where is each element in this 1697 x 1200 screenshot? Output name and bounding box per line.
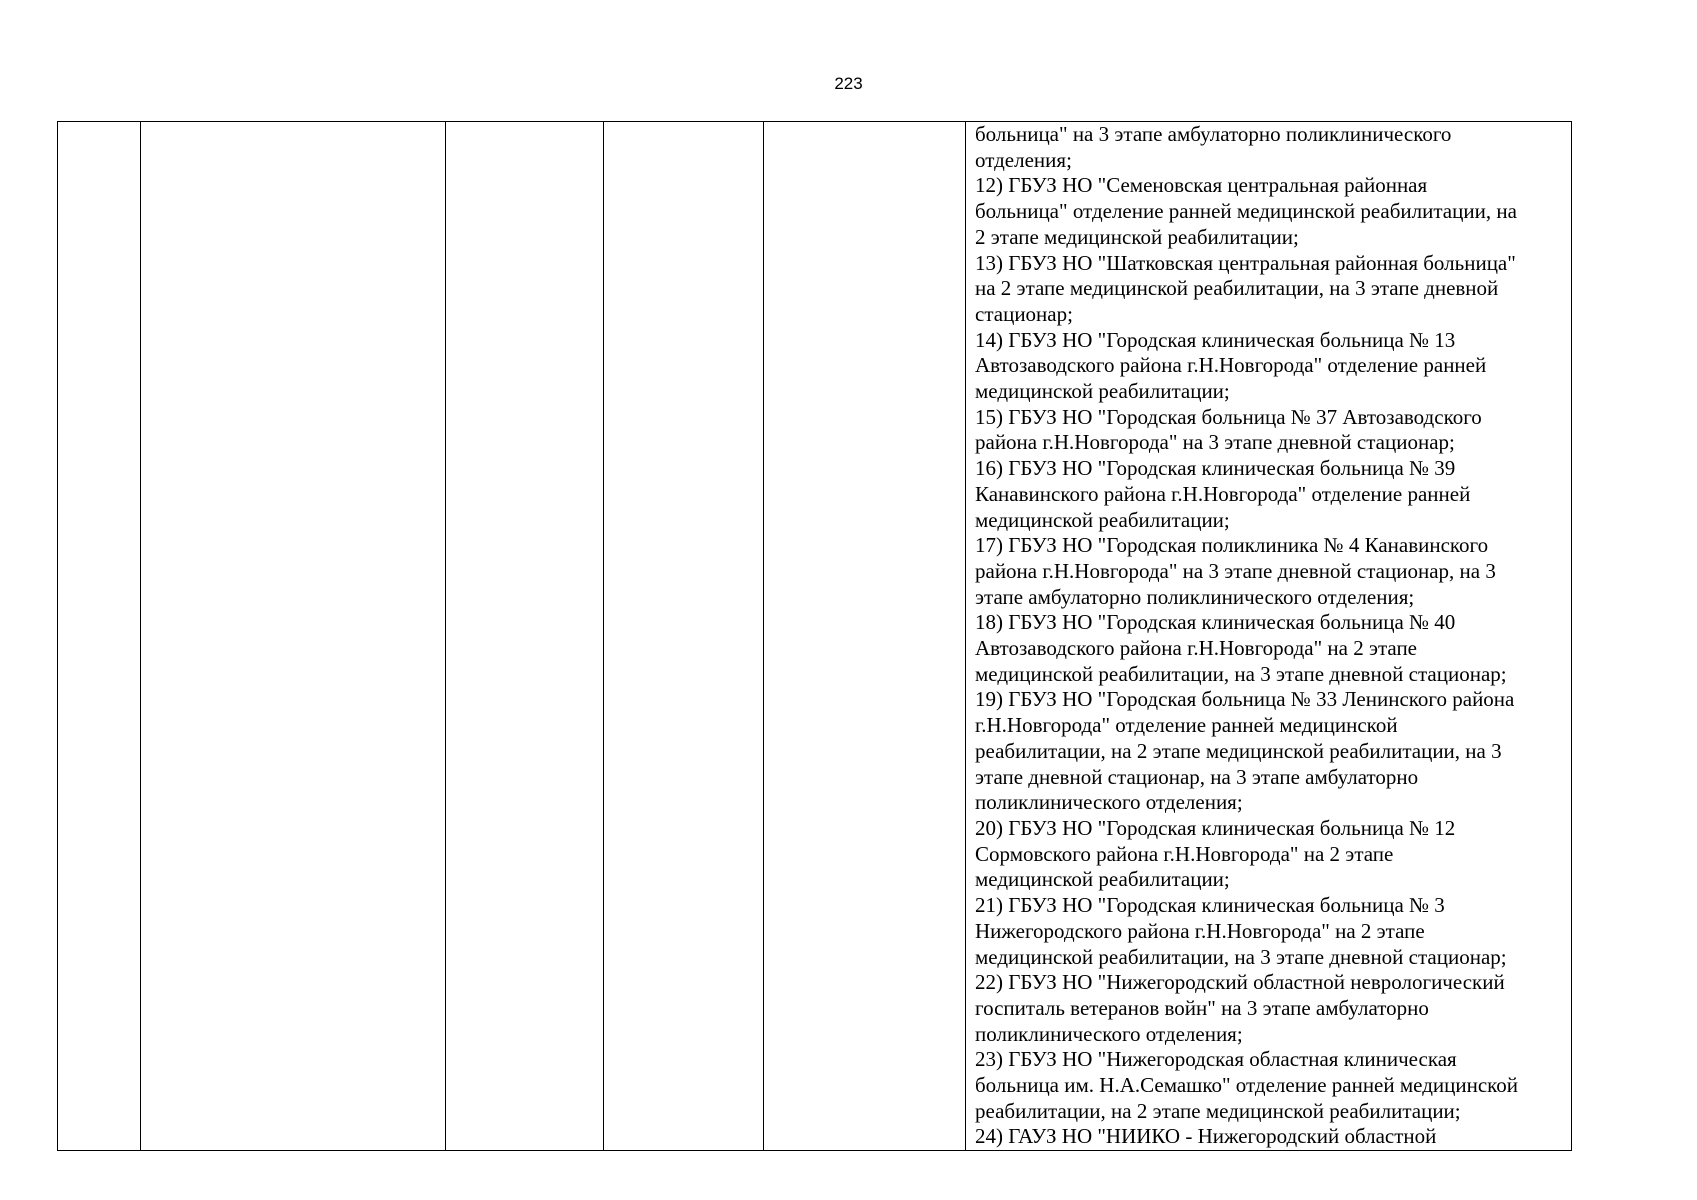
text-line: медицинской реабилитации, на 3 этапе дневной стационар; <box>975 661 1507 686</box>
text-line: поликлинического отделения; <box>975 790 1243 815</box>
text-line: 24) ГАУЗ НО "НИИКО - Нижегородский областной <box>975 1124 1437 1149</box>
text-line: 16) ГБУЗ НО "Городская клиническая больница № 39 <box>975 456 1456 481</box>
text-line: 2 этапе медицинской реабилитации; <box>975 224 1299 249</box>
text-line: 21) ГБУЗ НО "Городская клиническая больница № 3 <box>975 893 1445 918</box>
text-line: медицинской реабилитации; <box>975 507 1230 532</box>
text-line: на 2 этапе медицинской реабилитации, на 3 этапе дневной <box>975 276 1499 301</box>
text-line: реабилитации, на 2 этапе медицинской реабилитации; <box>975 1098 1461 1123</box>
text-line: этапе дневной стационар, на 3 этапе амбулаторно <box>975 764 1419 789</box>
text-line: района г.Н.Новгорода" на 3 этапе дневной стационар; <box>975 430 1455 455</box>
table-cell-2 <box>141 122 446 1151</box>
text-line: больница им. Н.А.Семашко" отделение ранней медицинской <box>975 1073 1519 1098</box>
text-line: 15) ГБУЗ НО "Городская больница № 37 Автозаводского <box>975 404 1482 429</box>
table-cell-3 <box>446 122 604 1151</box>
text-line: 13) ГБУЗ НО "Шатковская центральная районная больница" <box>975 250 1516 275</box>
text-line: района г.Н.Новгорода" на 3 этапе дневной стационар, на 3 <box>975 558 1496 583</box>
text-line: 17) ГБУЗ НО "Городская поликлиника № 4 Канавинского <box>975 533 1489 558</box>
text-line: 19) ГБУЗ НО "Городская больница № 33 Ленинского района <box>975 687 1515 712</box>
text-line: медицинской реабилитации; <box>975 379 1230 404</box>
text-line: отделения; <box>975 147 1072 172</box>
table-cell-4 <box>604 122 764 1151</box>
text-line: 22) ГБУЗ НО "Нижегородский областной неврологический <box>975 970 1505 995</box>
document-table <box>57 121 1572 1151</box>
text-line: г.Н.Новгорода" отделение ранней медицинской <box>975 713 1398 738</box>
text-line: Автозаводского района г.Н.Новгорода" отделение ранней <box>975 353 1487 378</box>
text-line: Канавинского района г.Н.Новгорода" отделение ранней <box>975 481 1471 506</box>
text-line: Нижегородского района г.Н.Новгорода" на 2 этапе <box>975 918 1425 943</box>
table-cell-1 <box>58 122 141 1151</box>
text-line: 18) ГБУЗ НО "Городская клиническая больница № 40 <box>975 610 1456 635</box>
text-line: больница" на 3 этапе амбулаторно поликлинического <box>975 122 1452 146</box>
text-line: 20) ГБУЗ НО "Городская клиническая больница № 12 <box>975 815 1456 840</box>
text-line: поликлинического отделения; <box>975 1021 1243 1046</box>
table-row <box>58 122 1572 1151</box>
organization-list <box>966 122 1571 1150</box>
table-cell-5 <box>764 122 966 1151</box>
text-line: госпиталь ветеранов войн" на 3 этапе амбулаторно <box>975 995 1429 1020</box>
text-line: 12) ГБУЗ НО "Семеновская центральная районная <box>975 173 1428 198</box>
text-line: Сормовского района г.Н.Новгорода" на 2 этапе <box>975 841 1394 866</box>
table-cell-organizations <box>966 122 1572 1151</box>
page-number: 223 <box>834 74 863 93</box>
text-line: медицинской реабилитации; <box>975 867 1230 892</box>
text-line: больница" отделение ранней медицинской реабилитации, на <box>975 199 1517 224</box>
text-line: 23) ГБУЗ НО "Нижегородская областная клиническая <box>975 1047 1457 1072</box>
text-line: медицинской реабилитации, на 3 этапе дневной стационар; <box>975 944 1507 969</box>
text-line: этапе амбулаторно поликлинического отделения; <box>975 584 1415 609</box>
text-line: Автозаводского района г.Н.Новгорода" на 2 этапе <box>975 636 1418 661</box>
text-line: 14) ГБУЗ НО "Городская клиническая больница № 13 <box>975 327 1456 352</box>
text-line: реабилитации, на 2 этапе медицинской реабилитации, на 3 <box>975 738 1502 763</box>
text-line: стационар; <box>975 301 1073 326</box>
